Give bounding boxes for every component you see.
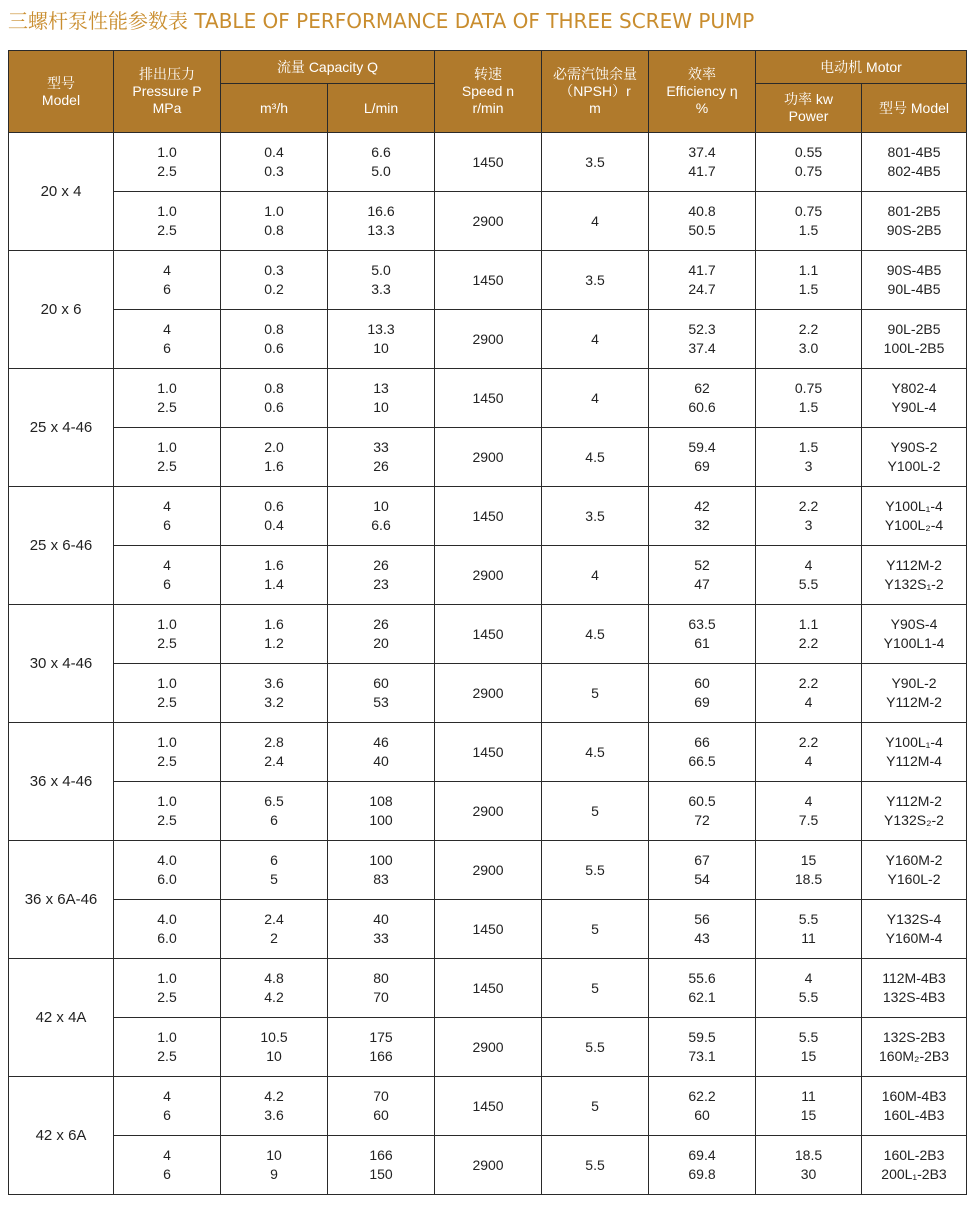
- speed-cell: 2900: [435, 546, 542, 605]
- efficiency-cell: 41.7 24.7: [649, 251, 756, 310]
- speed-cell: 2900: [435, 192, 542, 251]
- speed-cell: 1450: [435, 487, 542, 546]
- motor-model-cell: 132S-2B3 160M₂-2B3: [862, 1018, 967, 1077]
- header-power: 功率 kw Power: [756, 84, 862, 133]
- speed-cell: 1450: [435, 369, 542, 428]
- speed-cell: 1450: [435, 900, 542, 959]
- capacity-lmin-cell: 10 6.6: [328, 487, 435, 546]
- efficiency-cell: 69.4 69.8: [649, 1136, 756, 1195]
- model-cell: 20 x 6: [9, 251, 114, 369]
- npsh-cell: 5: [542, 664, 649, 723]
- capacity-lmin-cell: 100 83: [328, 841, 435, 900]
- page-title: 三螺杆泵性能参数表 TABLE OF PERFORMANCE DATA OF THREE SCREW PUMP: [8, 9, 755, 33]
- speed-cell: 2900: [435, 310, 542, 369]
- header-motor: 电动机 Motor: [756, 51, 967, 84]
- power-cell: 0.75 1.5: [756, 369, 862, 428]
- motor-model-cell: 801-2B5 90S-2B5: [862, 192, 967, 251]
- capacity-m3h-cell: 0.3 0.2: [221, 251, 328, 310]
- npsh-cell: 3.5: [542, 251, 649, 310]
- model-cell: 20 x 4: [9, 133, 114, 251]
- capacity-m3h-cell: 2.0 1.6: [221, 428, 328, 487]
- pressure-cell: 1.0 2.5: [114, 1018, 221, 1077]
- model-cell: 42 x 4A: [9, 959, 114, 1077]
- pressure-cell: 4 6: [114, 310, 221, 369]
- motor-model-cell: Y90S-4 Y100L1-4: [862, 605, 967, 664]
- speed-cell: 2900: [435, 841, 542, 900]
- efficiency-cell: 59.5 73.1: [649, 1018, 756, 1077]
- speed-cell: 2900: [435, 428, 542, 487]
- power-cell: 5.5 15: [756, 1018, 862, 1077]
- capacity-m3h-cell: 2.4 2: [221, 900, 328, 959]
- npsh-cell: 3.5: [542, 133, 649, 192]
- header-capacity: 流量 Capacity Q: [221, 51, 435, 84]
- pressure-cell: 1.0 2.5: [114, 192, 221, 251]
- table-row: [9, 723, 967, 782]
- pressure-cell: 4 6: [114, 251, 221, 310]
- power-cell: 11 15: [756, 1077, 862, 1136]
- pressure-cell: 1.0 2.5: [114, 959, 221, 1018]
- pressure-cell: 1.0 2.5: [114, 428, 221, 487]
- npsh-cell: 4.5: [542, 723, 649, 782]
- motor-model-cell: 90S-4B5 90L-4B5: [862, 251, 967, 310]
- power-cell: 4 5.5: [756, 546, 862, 605]
- npsh-cell: 5.5: [542, 841, 649, 900]
- capacity-m3h-cell: 1.0 0.8: [221, 192, 328, 251]
- npsh-cell: 4.5: [542, 605, 649, 664]
- speed-cell: 1450: [435, 133, 542, 192]
- table-body: [9, 133, 967, 1195]
- capacity-lmin-cell: 26 23: [328, 546, 435, 605]
- capacity-lmin-cell: 5.0 3.3: [328, 251, 435, 310]
- capacity-m3h-cell: 10 9: [221, 1136, 328, 1195]
- table-row: [9, 782, 967, 841]
- speed-cell: 2900: [435, 1136, 542, 1195]
- header-m3h: m³/h: [221, 84, 328, 133]
- power-cell: 2.2 3: [756, 487, 862, 546]
- capacity-lmin-cell: 108 100: [328, 782, 435, 841]
- efficiency-cell: 67 54: [649, 841, 756, 900]
- table-row: [9, 192, 967, 251]
- capacity-m3h-cell: 6 5: [221, 841, 328, 900]
- motor-model-cell: 160L-2B3 200L₁-2B3: [862, 1136, 967, 1195]
- model-cell: 25 x 6-46: [9, 487, 114, 605]
- capacity-m3h-cell: 1.6 1.2: [221, 605, 328, 664]
- power-cell: 2.2 4: [756, 723, 862, 782]
- model-cell: 25 x 4-46: [9, 369, 114, 487]
- capacity-m3h-cell: 10.5 10: [221, 1018, 328, 1077]
- npsh-cell: 3.5: [542, 487, 649, 546]
- capacity-lmin-cell: 46 40: [328, 723, 435, 782]
- header-efficiency: 效率 Efficiency η %: [649, 51, 756, 133]
- capacity-lmin-cell: 70 60: [328, 1077, 435, 1136]
- table-row: [9, 133, 967, 192]
- motor-model-cell: 801-4B5 802-4B5: [862, 133, 967, 192]
- model-cell: 36 x 6A-46: [9, 841, 114, 959]
- pressure-cell: 4 6: [114, 1077, 221, 1136]
- table-row: [9, 1077, 967, 1136]
- capacity-m3h-cell: 3.6 3.2: [221, 664, 328, 723]
- table-row: [9, 900, 967, 959]
- table-row: [9, 664, 967, 723]
- npsh-cell: 5: [542, 782, 649, 841]
- pressure-cell: 4 6: [114, 546, 221, 605]
- efficiency-cell: 52 47: [649, 546, 756, 605]
- npsh-cell: 4: [542, 369, 649, 428]
- pressure-cell: 1.0 2.5: [114, 133, 221, 192]
- table-row: [9, 959, 967, 1018]
- npsh-cell: 5: [542, 959, 649, 1018]
- capacity-m3h-cell: 1.6 1.4: [221, 546, 328, 605]
- header-motor-model: 型号 Model: [862, 84, 967, 133]
- efficiency-cell: 55.6 62.1: [649, 959, 756, 1018]
- power-cell: 4 5.5: [756, 959, 862, 1018]
- npsh-cell: 5: [542, 1077, 649, 1136]
- header-speed: 转速 Speed n r/min: [435, 51, 542, 133]
- power-cell: 1.1 2.2: [756, 605, 862, 664]
- pressure-cell: 4 6: [114, 1136, 221, 1195]
- efficiency-cell: 40.8 50.5: [649, 192, 756, 251]
- header-model: 型号 Model: [9, 51, 114, 133]
- capacity-lmin-cell: 60 53: [328, 664, 435, 723]
- motor-model-cell: Y112M-2 Y132S₂-2: [862, 782, 967, 841]
- efficiency-cell: 52.3 37.4: [649, 310, 756, 369]
- npsh-cell: 4: [542, 310, 649, 369]
- power-cell: 1.1 1.5: [756, 251, 862, 310]
- power-cell: 0.55 0.75: [756, 133, 862, 192]
- capacity-m3h-cell: 0.4 0.3: [221, 133, 328, 192]
- npsh-cell: 4.5: [542, 428, 649, 487]
- capacity-lmin-cell: 13 10: [328, 369, 435, 428]
- npsh-cell: 5.5: [542, 1018, 649, 1077]
- capacity-lmin-cell: 175 166: [328, 1018, 435, 1077]
- npsh-cell: 4: [542, 546, 649, 605]
- speed-cell: 1450: [435, 959, 542, 1018]
- capacity-m3h-cell: 4.2 3.6: [221, 1077, 328, 1136]
- motor-model-cell: Y112M-2 Y132S₁-2: [862, 546, 967, 605]
- performance-table: [8, 50, 967, 1195]
- model-cell: 36 x 4-46: [9, 723, 114, 841]
- capacity-lmin-cell: 80 70: [328, 959, 435, 1018]
- speed-cell: 1450: [435, 251, 542, 310]
- motor-model-cell: 160M-4B3 160L-4B3: [862, 1077, 967, 1136]
- motor-model-cell: Y90S-2 Y100L-2: [862, 428, 967, 487]
- table-row: [9, 605, 967, 664]
- header-lmin: L/min: [328, 84, 435, 133]
- pressure-cell: 4.0 6.0: [114, 900, 221, 959]
- efficiency-cell: 60 69: [649, 664, 756, 723]
- efficiency-cell: 60.5 72: [649, 782, 756, 841]
- header-pressure: 排出压力 Pressure P MPa: [114, 51, 221, 133]
- pressure-cell: 4 6: [114, 487, 221, 546]
- efficiency-cell: 56 43: [649, 900, 756, 959]
- capacity-m3h-cell: 6.5 6: [221, 782, 328, 841]
- speed-cell: 2900: [435, 782, 542, 841]
- table-row: [9, 546, 967, 605]
- motor-model-cell: Y160M-2 Y160L-2: [862, 841, 967, 900]
- table-row: [9, 1136, 967, 1195]
- table-row: [9, 369, 967, 428]
- efficiency-cell: 62.2 60: [649, 1077, 756, 1136]
- power-cell: 4 7.5: [756, 782, 862, 841]
- header-npsh: 必需汽蚀余量 （NPSH）r m: [542, 51, 649, 133]
- capacity-lmin-cell: 166 150: [328, 1136, 435, 1195]
- model-cell: 30 x 4-46: [9, 605, 114, 723]
- efficiency-cell: 62 60.6: [649, 369, 756, 428]
- pressure-cell: 1.0 2.5: [114, 782, 221, 841]
- motor-model-cell: 90L-2B5 100L-2B5: [862, 310, 967, 369]
- motor-model-cell: 112M-4B3 132S-4B3: [862, 959, 967, 1018]
- table-row: [9, 841, 967, 900]
- efficiency-cell: 37.4 41.7: [649, 133, 756, 192]
- power-cell: 2.2 4: [756, 664, 862, 723]
- motor-model-cell: Y132S-4 Y160M-4: [862, 900, 967, 959]
- speed-cell: 2900: [435, 1018, 542, 1077]
- capacity-m3h-cell: 0.6 0.4: [221, 487, 328, 546]
- model-cell: 42 x 6A: [9, 1077, 114, 1195]
- power-cell: 2.2 3.0: [756, 310, 862, 369]
- efficiency-cell: 42 32: [649, 487, 756, 546]
- power-cell: 5.5 11: [756, 900, 862, 959]
- pressure-cell: 1.0 2.5: [114, 605, 221, 664]
- speed-cell: 1450: [435, 605, 542, 664]
- capacity-m3h-cell: 2.8 2.4: [221, 723, 328, 782]
- capacity-m3h-cell: 4.8 4.2: [221, 959, 328, 1018]
- power-cell: 15 18.5: [756, 841, 862, 900]
- speed-cell: 1450: [435, 723, 542, 782]
- motor-model-cell: Y100L₁-4 Y112M-4: [862, 723, 967, 782]
- table-row: [9, 251, 967, 310]
- capacity-lmin-cell: 16.6 13.3: [328, 192, 435, 251]
- speed-cell: 1450: [435, 1077, 542, 1136]
- capacity-lmin-cell: 6.6 5.0: [328, 133, 435, 192]
- pressure-cell: 1.0 2.5: [114, 664, 221, 723]
- capacity-lmin-cell: 13.3 10: [328, 310, 435, 369]
- pressure-cell: 4.0 6.0: [114, 841, 221, 900]
- table-row: [9, 310, 967, 369]
- power-cell: 1.5 3: [756, 428, 862, 487]
- motor-model-cell: Y802-4 Y90L-4: [862, 369, 967, 428]
- efficiency-cell: 59.4 69: [649, 428, 756, 487]
- capacity-lmin-cell: 40 33: [328, 900, 435, 959]
- npsh-cell: 4: [542, 192, 649, 251]
- efficiency-cell: 66 66.5: [649, 723, 756, 782]
- speed-cell: 2900: [435, 664, 542, 723]
- power-cell: 18.5 30: [756, 1136, 862, 1195]
- motor-model-cell: Y100L₁-4 Y100L₂-4: [862, 487, 967, 546]
- table-row: [9, 487, 967, 546]
- pressure-cell: 1.0 2.5: [114, 369, 221, 428]
- power-cell: 0.75 1.5: [756, 192, 862, 251]
- capacity-lmin-cell: 33 26: [328, 428, 435, 487]
- npsh-cell: 5: [542, 900, 649, 959]
- capacity-m3h-cell: 0.8 0.6: [221, 369, 328, 428]
- table-row: [9, 428, 967, 487]
- efficiency-cell: 63.5 61: [649, 605, 756, 664]
- table-row: [9, 1018, 967, 1077]
- table-header: [9, 51, 967, 133]
- capacity-m3h-cell: 0.8 0.6: [221, 310, 328, 369]
- pressure-cell: 1.0 2.5: [114, 723, 221, 782]
- npsh-cell: 5.5: [542, 1136, 649, 1195]
- capacity-lmin-cell: 26 20: [328, 605, 435, 664]
- motor-model-cell: Y90L-2 Y112M-2: [862, 664, 967, 723]
